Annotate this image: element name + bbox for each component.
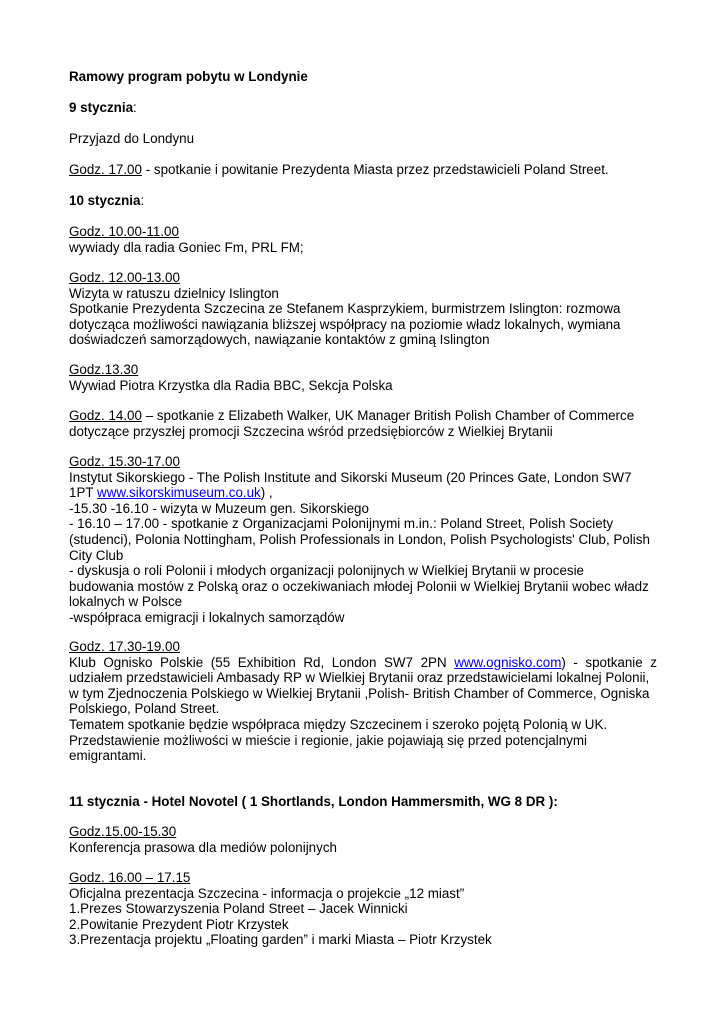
event-line: udziałem przedstawicieli Ambasady RP w Wielkiej Brytanii oraz przedstawicielami lokalnej Polonii, [69,670,650,686]
event-line: Przedstawienie możliwości w mieście i regionie, jakie pojawiają się przed potencjalnymi [69,732,587,748]
event-line: Tematem spotkanie będzie współpraca między Szczecinem i szeroko pojętą Polonią w UK. [69,716,608,732]
event-chamber [69,408,657,439]
event-line: 2.Powitanie Prezydent Piotr Krzystek [69,916,289,932]
event-presentation [69,870,657,948]
event-time: Godz. 16.00 – 17.15 [69,870,191,885]
event-line [69,408,657,424]
event-line: 3.Prezentacja projektu „Floating garden” i marki Miasta – Piotr Krzystek [69,932,492,948]
event-text: - spotkanie i powitanie Prezydenta Miasta przez przedstawicieli Poland Street. [141,162,609,177]
document-title: Ramowy program pobytu w Londynie [69,69,308,84]
event-ognisko [69,639,657,764]
day-colon: : [140,193,145,208]
event-time: Godz. 12.00-13.00 [69,270,180,285]
event-line: Wizyta w ratuszu dzielnicy Islington [69,285,279,301]
event-text: 1PT [69,485,98,501]
day-heading-9 [69,100,657,116]
event-time: Godz. 14.00 [69,408,142,423]
event-islington [69,270,657,348]
event-line: 1.Prezes Stowarzyszenia Poland Street – Jacek Winnicki [69,901,408,917]
event-line: Oficjalna prezentacja Szczecina - informacja o projekcie „12 miast” [69,885,465,901]
event-time: Godz. 10.00-11.00 [69,224,179,239]
event-line: Instytut Sikorskiego - The Polish Institute and Sikorski Museum (20 Princes Gate, London SW7 [69,469,632,485]
event-time: Godz. 15.30-17.00 [69,454,180,469]
event-line [69,485,657,501]
event-line: - 16.10 – 17.00 - spotkanie z Organizacjami Polonijnymi m.in.: Poland Street, Polish Society [69,516,614,532]
day-colon: : [133,100,137,115]
event-line: budowania mostów z Polską oraz o oczekiwaniach młodej Polonii w Wielkiej Brytanii wobec władz [69,578,649,594]
event-press [69,824,657,855]
event-line: -15.30 -16.10 - wizyta w Muzeum gen. Sikorskiego [69,500,369,516]
arrival-text: Przyjazd do Londynu [69,131,195,146]
event-line: Spotkanie Prezydenta Szczecina ze Stefanem Kasprzykiem, burmistrzem Islington: rozmowa [69,301,621,317]
event-line: doświadczeń samorządowych, nawiązanie kontaktów z gminą Islington [69,332,490,348]
event-line: dotycząca możliwości nawiązania bliższej współpracy na poziomie władz lokalnych, wymiana [69,316,621,332]
sikorski-museum-link[interactable]: www.sikorskimuseum.co.uk [97,485,261,501]
event-welcome [69,162,657,178]
event-text: ) - spotkanie z [561,654,657,670]
event-line: emigrantami. [69,748,147,764]
ognisko-link[interactable]: www.ognisko.com [454,654,562,670]
day-date: 9 stycznia [69,100,134,115]
day-date: 10 stycznia [69,193,141,208]
event-line: Polskiego, Poland Street. [69,701,220,717]
event-text: ) , [260,485,273,501]
event-text: Klub Ognisko Polskie (55 Exhibition Rd, London SW7 2PN [69,654,455,670]
event-line: Konferencja prasowa dla mediów polonijnych [69,839,337,855]
event-line: wywiady dla radia Goniec Fm, PRL FM; [69,239,304,255]
event-bbc [69,362,657,393]
day-heading-10 [69,193,657,209]
event-line: -współpraca emigracji i lokalnych samorządów [69,609,345,625]
event-line: dotyczące przyszłej promocji Szczecina wśród przedsiębiorców z Wielkiej Brytanii [69,423,553,439]
event-time: Godz.13.30 [69,362,139,377]
event-line: lokalnych w Polsce [69,594,183,610]
event-line: City Club [69,547,124,563]
event-interviews [69,224,657,255]
event-time: Godz. 17.00 [69,162,142,177]
event-time: Godz.15.00-15.30 [69,824,177,839]
event-time: Godz. 17.30-19.00 [69,639,180,654]
event-line: - dyskusja o roli Polonii i młodych organizacji polonijnych w Wielkiej Brytanii w procesie [69,563,585,579]
event-sikorski [69,454,657,626]
event-line: Wywiad Piotra Krzystka dla Radia BBC, Sekcja Polska [69,377,393,393]
day-heading-11: 11 stycznia - Hotel Novotel ( 1 Shortlands, London Hammersmith, WG 8 DR ): [69,794,558,809]
event-line: (studenci), Polonia Nottingham, Polish Professionals in London, Polish Psychologists' Club, Polish [69,531,650,547]
event-text: – spotkanie z Elizabeth Walker, UK Manager British Polish Chamber of Commerce [141,408,635,423]
event-line [69,655,657,671]
event-line: w tym Zjednoczenia Polskiego w Wielkiej Brytanii ,Polish- British Chamber of Commerce, Ogniska [69,685,650,701]
